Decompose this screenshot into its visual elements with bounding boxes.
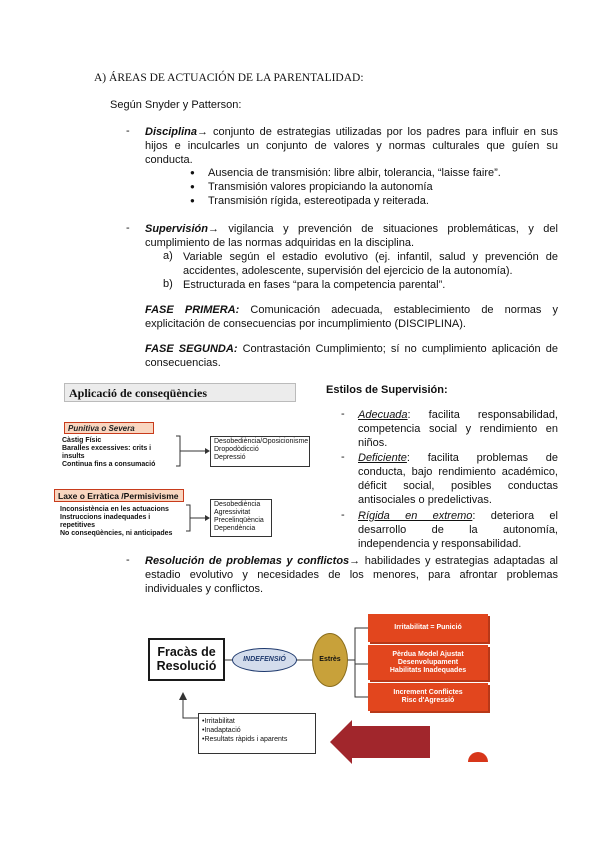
list-item: Inconsistència en les actuacions	[60, 506, 169, 513]
estilo-term: Deficiente	[358, 452, 407, 464]
feedback-arrow-line	[183, 700, 198, 718]
outcome-line: Increment Conflictes	[393, 689, 463, 696]
outcome-line: Pèrdua Model Ajustat	[392, 650, 464, 658]
indefensio-label: INDEFENSIÓ	[243, 656, 286, 663]
list-item: No conseqüències, ni anticipades	[60, 530, 173, 537]
outcomes-bracket	[355, 628, 368, 697]
list-item: Continua fins a consumació	[62, 461, 156, 468]
list-item: Precelinqüència	[214, 517, 264, 524]
list-item: Depressió	[214, 454, 246, 461]
dash-marker: -	[341, 509, 345, 521]
outcome-line: Habilitats Inadequades	[389, 666, 467, 674]
list-item: Dropodòdicció	[214, 446, 259, 453]
dash-marker: -	[126, 125, 130, 137]
estilo-text: : facilita problemas de conducta, bajo rendimiento académico, déficit social, posibles conductas antisociales o predelictivas.	[358, 452, 558, 506]
estilo-term: Rígida en extremo	[358, 510, 473, 522]
consequences-title: Aplicació de conseqüències	[64, 383, 296, 402]
decorative-semicircle	[468, 752, 488, 762]
outcome-line: Desenvolupament	[397, 658, 459, 666]
fase-primera-label: FASE PRIMERA:	[145, 304, 240, 316]
list-item: ● Transmisión rígida, estereotipada y reiterada.	[188, 194, 558, 208]
red-arrow	[330, 720, 430, 764]
outcome-irritabilitat	[368, 614, 488, 642]
outcome-line: Irritabilitat = Punició	[394, 624, 462, 631]
fracas-line: Resolució	[156, 659, 217, 673]
supervision-item-a-mark: a)	[163, 250, 173, 262]
list-item: ● Ausencia de transmisión: libre albir, tolerancia, “laisse faire”.	[188, 166, 558, 180]
fase-segunda-text: Contrastación Cumplimiento; sí no cumplimiento aplicación de consecuencias.	[145, 343, 558, 369]
supervision-item-b: Estructurada en fases “para la competencia parental”.	[183, 279, 446, 291]
intro-text: Según Snyder y Patterson:	[110, 99, 242, 111]
section-heading: A) ÁREAS DE ACTUACIÓN DE LA PARENTALIDAD:	[94, 72, 364, 84]
list-item: Baralles excessives: crits i insults	[62, 445, 152, 460]
estilo-text: : deteriora el desarrollo de la autonomía, independencia y responsabilidad.	[358, 510, 558, 550]
list-item: Desobediència/Oposicionisme	[214, 438, 309, 445]
feedback-box	[198, 713, 316, 754]
estres-label: Estrès	[319, 656, 341, 663]
estilo-text: : facilita responsabilidad, competencia social y rendimiento en niños.	[358, 409, 558, 449]
arrow: →	[207, 223, 219, 235]
resolucion-term: Resolución de problemas y conflictos	[145, 555, 350, 567]
fase-segunda-label: FASE SEGUNDA:	[145, 343, 238, 355]
list-item: Agressivitat	[214, 509, 251, 516]
dash-marker: -	[341, 451, 345, 463]
list-item: Dependència	[214, 525, 256, 532]
outcome-line: Risc d'Agressió	[401, 697, 455, 704]
resolucion-text: habilidades y estrategias adaptadas al estadio evolutivo y necesidades de los menores, para afrontar problemas individuales y conflictos.	[145, 555, 559, 595]
list-item: •Inadaptació	[202, 727, 241, 734]
outcome-perdua-model	[368, 645, 488, 680]
indefensio-ellipse	[232, 648, 297, 672]
estilo-term: Adecuada	[358, 409, 408, 421]
supervision-item-a: Variable según el estadio evolutivo (ej. infantil, salud y prevención de accidentes, adolescente, supervisión del ejercicio de la autonomía).	[183, 251, 558, 277]
arrow: →	[349, 555, 361, 567]
punitiva-label: Punitiva o Severa	[64, 422, 154, 434]
list-item: ● Transmisión valores propiciando la autonomía	[188, 180, 558, 194]
disciplina-term: Disciplina	[145, 126, 197, 138]
list-item: Desobediència	[214, 501, 261, 508]
outcome-increment-conflictes	[368, 683, 488, 711]
list-item: Càstig Físic	[62, 437, 102, 444]
list-item: •Irritabilitat	[202, 718, 235, 725]
arrow: →	[196, 126, 208, 138]
fracas-box	[148, 638, 225, 681]
dash-marker: -	[341, 408, 345, 420]
dash-marker: -	[126, 554, 130, 566]
dash-marker: -	[126, 222, 130, 234]
supervision-text: vigilancia y prevención de situaciones problemáticas, y del cumplimiento de las normas adquiridas en la disciplina.	[145, 223, 558, 249]
supervision-term: Supervisión	[145, 223, 208, 235]
fracas-line: Fracàs de	[157, 645, 216, 659]
disciplina-text: conjunto de estrategias utilizadas por los padres para influir en sus hijos e inculcarles un conjunto de valores y normas culturales que guíen su conducta.	[145, 126, 558, 166]
fase-primera-text: Comunicación adecuada, establecimiento de normas y explicitación de consecuencias por incumplimiento (DISCIPLINA).	[145, 304, 558, 330]
feedback-arrow-head	[179, 692, 187, 700]
laxe-label: Laxe o Erràtica /Permisivisme	[54, 489, 184, 502]
list-item: Instruccions inadequades i repetitives	[60, 514, 151, 529]
list-item: •Resultats ràpids i aparents	[202, 736, 288, 743]
estilos-title: Estilos de Supervisión:	[326, 384, 448, 396]
estres-ellipse	[312, 633, 348, 687]
supervision-item-b-mark: b)	[163, 278, 173, 290]
